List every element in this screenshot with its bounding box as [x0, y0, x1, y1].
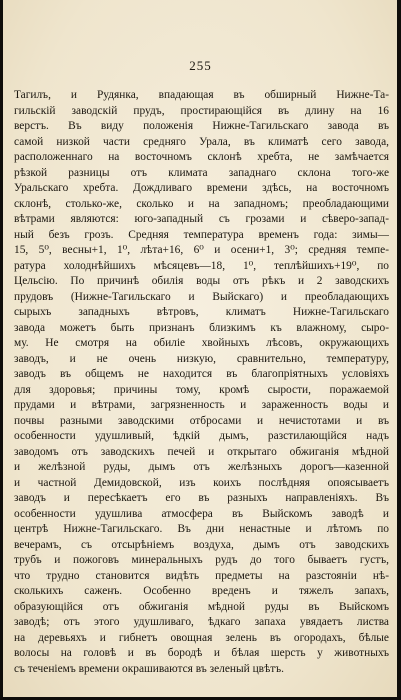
text-line: рѣзкой разницы отъ климата западнаго склона того-же	[14, 166, 389, 179]
text-line: особенности удушливый, ѣдкій дымъ, разстилающійся надъ	[14, 430, 389, 442]
text-line: что трудно становится видѣть предметы на разстояніи нѣ-	[14, 569, 389, 582]
text-line: расположеннаго на восточномъ склонѣ хребта, не замѣчается	[14, 151, 389, 163]
text-line: на деревьяхъ и гибнетъ овощная зелень въ огородахъ, бѣлые	[14, 631, 389, 644]
text-line: центрѣ Нижне-Тагильскаго. Въ дни ненастные и лѣтомъ по	[14, 523, 389, 535]
text-line: Уральскаго хребта. Дождливаго времени здѣсь, на восточномъ	[14, 182, 389, 194]
text-line: прудами и вѣтрами, загрязненность и зараженность воды и	[14, 399, 389, 411]
text-line: и частной Демидовской, изъ коихъ послѣдняя опоясываетъ	[14, 476, 389, 489]
text-line: трубъ и пожоговъ минеральныхъ рудъ до того бываетъ густъ,	[14, 554, 389, 566]
text-line: прудовъ (Нижне-Тагильскаго и Выйскаго) и преобладающихъ	[14, 290, 389, 303]
text-line: му. Не смотря на обиліе хвойныхъ лѣсовъ, окружающихъ	[14, 337, 389, 349]
text-line: заводѣ; отъ этого удушливаго, ѣдкаго запаха увядаетъ листва	[14, 616, 389, 628]
text-line: образующійся отъ обжиганія мѣдной руды въ Выйскомъ	[14, 600, 389, 613]
text-line: гильскій заводскій прудъ, простирающійся въ длину на 16	[14, 104, 389, 117]
text-line: вѣтрами являются: юго-западный съ грозами и сѣверо-запад-	[14, 213, 389, 225]
text-line: самой низкой части средняго Урала, въ климатѣ сего завода,	[14, 135, 389, 148]
scan-border-right	[397, 0, 401, 700]
text-line: верстъ. Въ виду положенія Нижне-Тагильскаго завода въ	[14, 120, 389, 132]
text-line: Цельсію. По причинѣ обилія воды отъ рѣкъ и 2 заводскихъ	[14, 275, 389, 287]
text-line: заводомъ отъ заводскихъ печей и открытаго обжиганія мѣдной	[14, 445, 389, 458]
page-number: 255	[189, 58, 212, 73]
text-line: волосы на головѣ и въ бородѣ и бѣлая шерсть у животныхъ	[14, 647, 389, 659]
text-line: вечерамъ, съ отсырѣніемъ воздуха, дымъ отъ заводскихъ	[14, 538, 389, 551]
text-line: склонѣ, столько-же, сколько и на западномъ; преобладающими	[14, 197, 389, 210]
text-line: завода можетъ быть признанъ близкимъ къ влажному, сыро-	[14, 321, 389, 334]
text-line: заводъ и пересѣкаетъ его въ разныхъ направленіяхъ. Въ	[14, 492, 389, 504]
scan-border-left	[0, 0, 3, 700]
text-line: 15, 5⁰, весны+1, 1⁰, лѣта+16, 6⁰ и осени+1, 3⁰; средняя темпе-	[14, 244, 389, 256]
text-line: особенности удушлива атмосфера въ Выйскомъ заводѣ и	[14, 507, 389, 520]
text-line: заводъ въ общемъ не находится въ благопріятныхъ условіяхъ	[14, 368, 389, 380]
text-line: сырыхъ западныхъ вѣтровъ, климатъ Нижне-Тагильскаго	[14, 306, 389, 318]
text-line: сколькихъ саженъ. Особенно вреденъ и тяжелъ запахъ,	[14, 585, 389, 597]
text-line: и желѣзной руды, дымъ отъ желѣзныхъ дорогъ—казенной	[14, 461, 389, 473]
text-line: ный безъ грозъ. Средняя температура временъ года: зимы—	[14, 228, 389, 241]
body-text	[14, 88, 389, 677]
text-line: Тагилъ, и Рудянка, впадающая въ обширный Нижне-Та-	[14, 89, 389, 101]
text-line: ратура холоднѣйшихъ мѣсяцевъ—18, 1⁰, теплѣйшихъ+19⁰, по	[14, 259, 389, 272]
text-line: почвы разными заводскими отбросами и нечистотами и въ	[14, 414, 389, 427]
text-line: заводъ, и не очень низкую, сравнительно, температуру,	[14, 352, 389, 365]
text-line: для здоровья; причины тому, кромѣ сырости, поражаемой	[14, 383, 389, 396]
text-line: съ теченіемъ времени окрашиваются въ зеленый цвѣтъ.	[14, 662, 284, 675]
